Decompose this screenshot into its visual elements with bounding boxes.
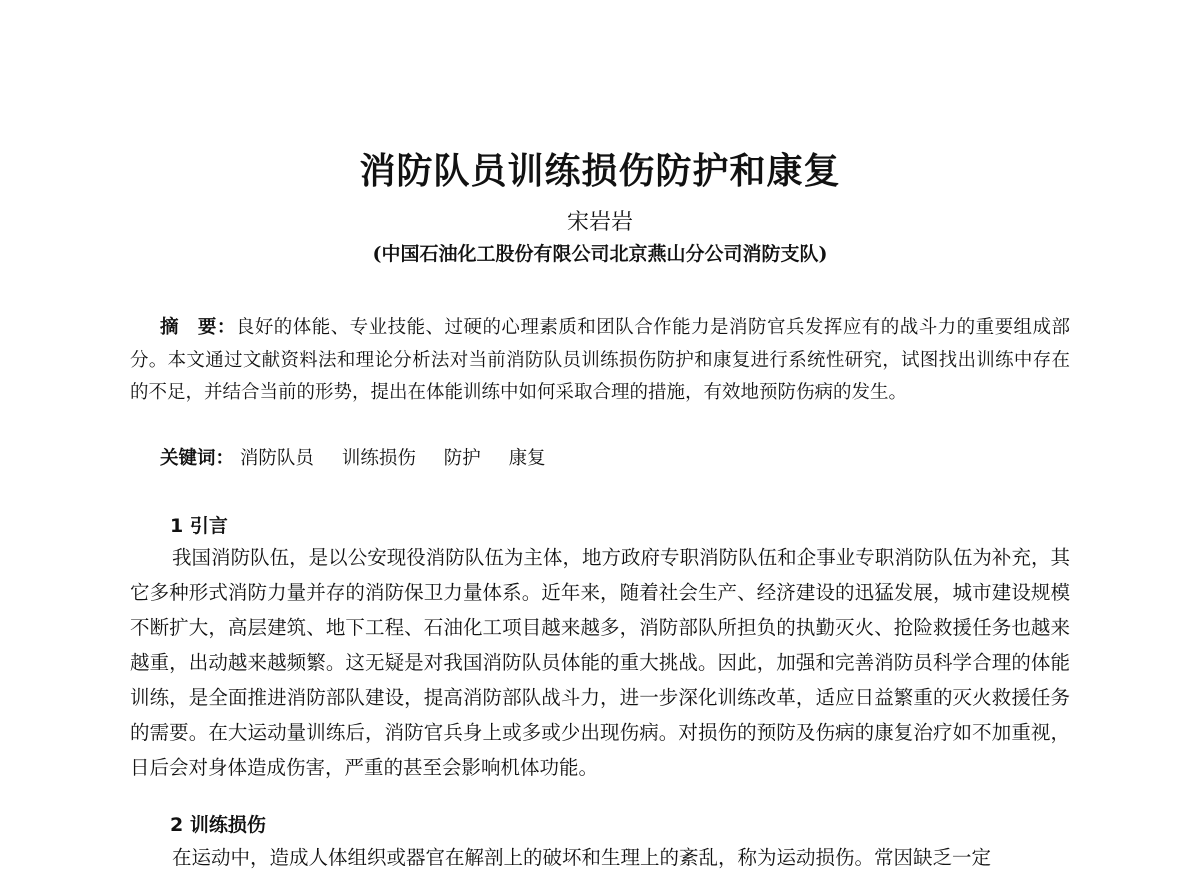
keyword-item: 防护 [443,448,481,469]
abstract-label: 摘 要： [160,317,236,338]
author-affiliation: (中国石油化工股份有限公司北京燕山分公司消防支队) [372,243,828,265]
section-paragraph-training-injury: 在运动中，造成人体组织或器官在解剖上的破坏和生理上的紊乱，称为运动损伤。常因缺乏一定 [172,846,992,869]
keywords [160,443,568,475]
paper-title: 消防队员训练损伤防护和康复 [359,151,841,192]
keyword-item: 训练损伤 [341,448,416,469]
keyword-item: 康复 [508,448,546,469]
keyword-item: 消防队员 [239,448,314,469]
abstract-text: 良好的体能、专业技能、过硬的心理素质和团队合作能力是消防官兵发挥应有的战斗力的重要组成部分。本文通过文献资料法和理论分析法对当前消防队员训练损伤防护和康复进行系统性研究，试图找出训练中存在的不足，并结合当前的形势，提出在体能训练中如何采取合理的措施，有效地预防伤病的发生。 [130,317,1070,403]
author-name: 宋岩岩 [566,210,633,235]
section-paragraph-introduction: 我国消防队伍，是以公安现役消防队伍为主体，地方政府专职消防队伍和企事业专职消防队伍为补充，其它多种形式消防力量并存的消防保卫力量体系。近年来，随着社会生产、经济建设的迅猛发展，城市建设规模不断扩大，高层建筑、地下工程、石油化工项目越来越多，消防部队所担负的执勤灭火、抢险救援任务也越来越重，出动越来越频繁。这无疑是对我国消防队员体能的重大挑战。因此，加强和完善消防员科学合理的体能训练，是全面推进消防部队建设，提高消防部队战斗力，进一步深化训练改革，适应日益繁重的灭火救援任务的需要。在大运动量训练后，消防官兵身上或多或少出现伤病。对损伤的预防及伤病的康复治疗如不加重视，日后会对身体造成伤害，严重的甚至会影响机体功能。 [130,546,1070,779]
section-heading-introduction: 1 引言 [170,515,228,537]
keywords-label: 关键词： [160,448,235,469]
section-heading-training-injury: 2 训练损伤 [170,814,266,836]
abstract [130,312,1070,410]
